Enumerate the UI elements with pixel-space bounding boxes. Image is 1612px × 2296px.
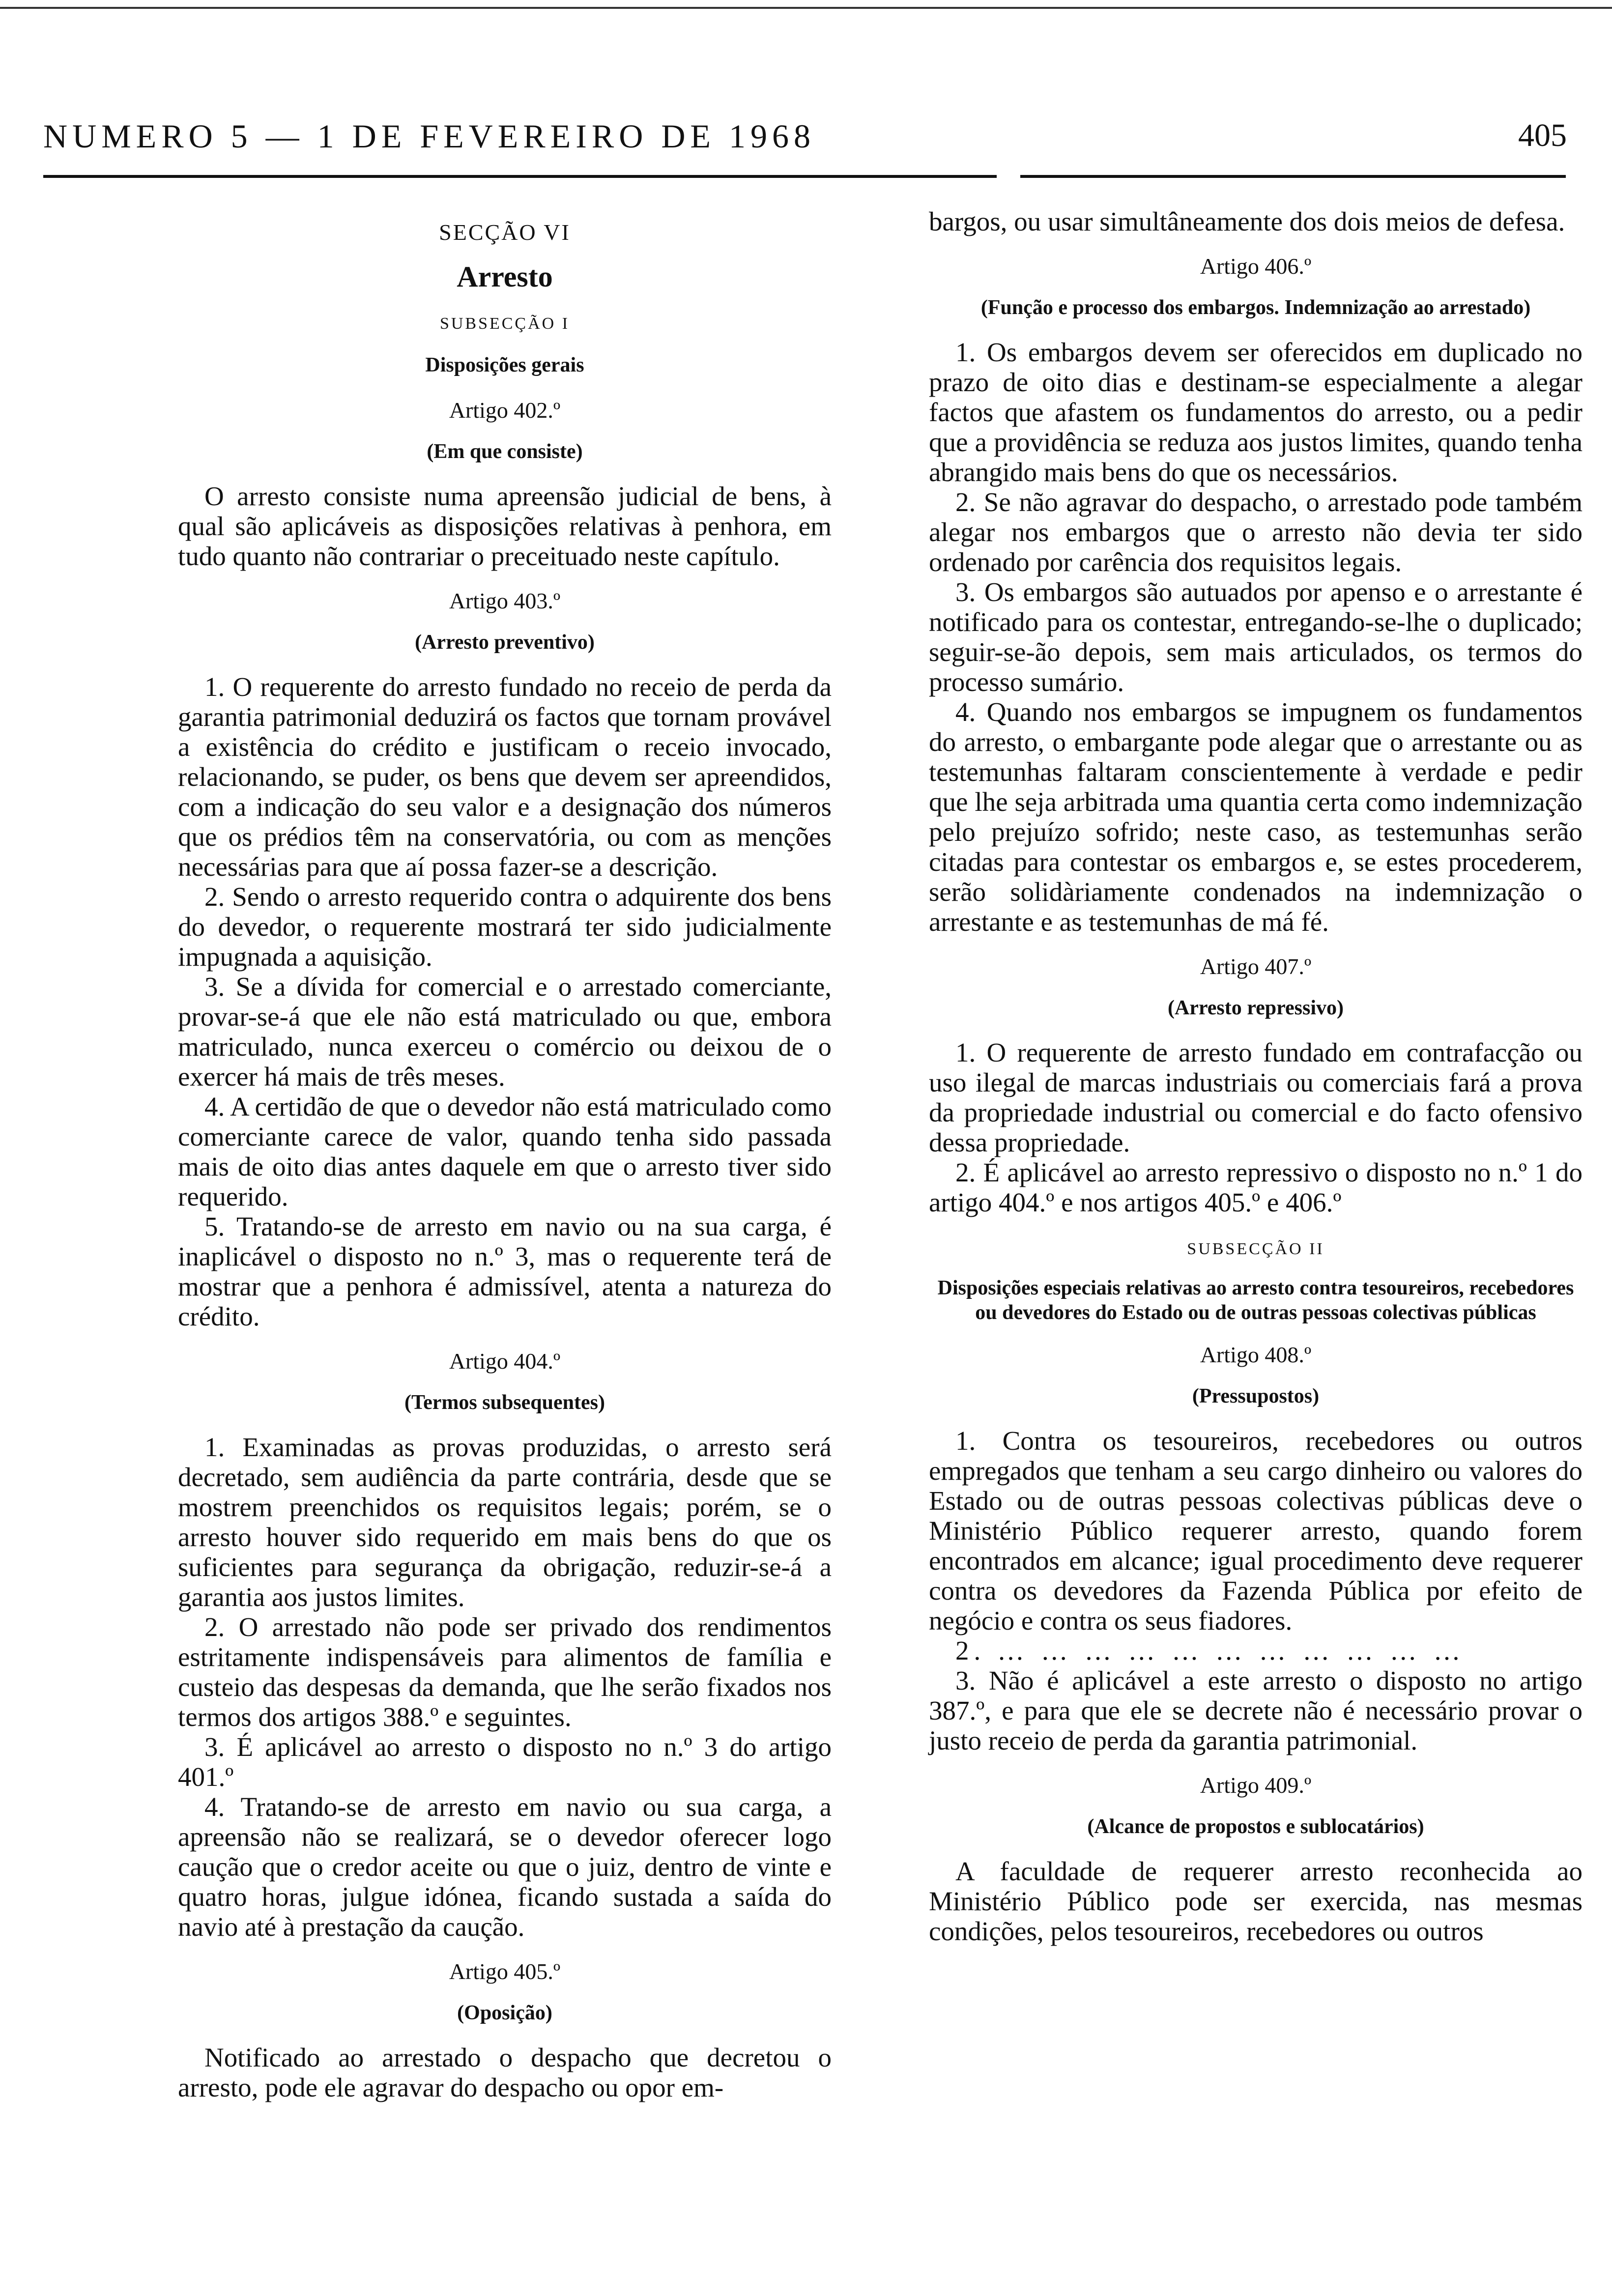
article-403-paragraph-4: 4. A certidão de que o devedor não está matriculado como comerciante carece de valor, quando tenha sido passada mais de oito dias antes daquele em que o arresto tiver sido requerido. [178, 1091, 832, 1211]
subsection-2-label: SUBSECÇÃO II [1187, 1240, 1324, 1258]
header-rule-right [1020, 175, 1566, 178]
article-403-epigraph: (Arresto preventivo) [415, 631, 595, 654]
article-402-epigraph: (Em que consiste) [427, 440, 583, 463]
article-402-paragraph: O arresto consiste numa apreensão judicial de bens, à qual são aplicáveis as disposições relativas à penhora, em tudo quanto não contrariar o preceituado neste capítulo. [178, 481, 832, 571]
issue-title: NUMERO 5 — 1 DE FEVEREIRO DE 1968 [43, 117, 815, 155]
subsection-title: Disposições gerais [425, 354, 584, 376]
article-407-paragraph-1: 1. O requerente de arresto fundado em contrafacção ou uso ilegal de marcas industriais ou comerciais fará a prova da propriedade industrial ou comercial e do facto ofensivo dessa propriedade. [929, 1037, 1583, 1157]
article-408-epigraph: (Pressupostos) [1192, 1385, 1320, 1407]
article-407-epigraph: (Arresto repressivo) [1167, 997, 1344, 1019]
subsection-label: SUBSECÇÃO I [439, 315, 570, 333]
article-404-paragraph-2: 2. O arrestado não pode ser privado dos rendimentos estritamente indispensáveis para alimentos de família e custeio das despesas da demanda, que lhe serão fixados nos termos dos artigos 388.º e seguintes. [178, 1612, 832, 1732]
article-409-label: Artigo 409.º [1200, 1773, 1312, 1798]
article-405-epigraph: (Oposição) [457, 2002, 552, 2024]
header-rule-left [43, 175, 997, 178]
article-406-paragraph-3: 3. Os embargos são autuados por apenso e o arrestante é notificado para os contestar, entregando-se-lhe o duplicado; seguir-se-ão depois, sem mais articulados, os termos do processo sumário. [929, 577, 1583, 697]
subsection-2-title: Disposições especiais relativas ao arresto contra tesoureiros, recebedores ou devedores do Estado ou de outras pessoas colectivas públicas [937, 1277, 1574, 1324]
continued-text: bargos, ou usar simultâneamente dos dois meios de defesa. [929, 206, 1565, 236]
article-403-paragraph-3: 3. Se a dívida for comercial e o arrestado comerciante, provar-se-á que ele não está matriculado ou que, embora matriculado, nunca exerceu o comércio ou deixou de o exercer há mais de três meses. [178, 972, 832, 1091]
right-column [929, 206, 1583, 1946]
article-403-label: Artigo 403.º [449, 588, 561, 613]
article-408-paragraph-2: 2. … … … … … … … … … … … [955, 1636, 1466, 1665]
article-404-paragraph-1: 1. Examinadas as provas produzidas, o arresto será decretado, sem audiência da parte contrária, desde que se mostrem preenchidos os requisitos legais; porém, se o arresto houver sido requerido em mais bens do que os suficientes para segurança da obrigação, reduzir-se-á a garantia aos justos limites. [178, 1432, 832, 1612]
article-406-paragraph-2: 2. Se não agravar do despacho, o arrestado pode também alegar nos embargos que o arresto não devia ter sido ordenado por carência dos requisitos legais. [929, 487, 1583, 577]
article-403-paragraph-2: 2. Sendo o arresto requerido contra o adquirente dos bens do devedor, o requerente mostrará ter sido judicialmente impugnada a aquisição. [178, 882, 832, 972]
article-409-paragraph: A faculdade de requerer arresto reconhecida ao Ministério Público pode ser exercida, nas mesmas condições, pelos tesoureiros, recebedores ou outros [929, 1856, 1583, 1946]
article-406-paragraph-4: 4. Quando nos embargos se impugnem os fundamentos do arresto, o embargante pode alegar que o arrestante ou as testemunhas faltaram conscientemente à verdade e pedir que lhe seja arbitrada uma quantia certa como indemnização pelo prejuízo sofrido; neste caso, as testemunhas serão citadas para contestar os embargos e, se estes procederem, serão solidàriamente condenados na indemnização o arrestante e as testemunhas de má fé. [929, 697, 1583, 937]
article-407-label: Artigo 407.º [1200, 954, 1312, 979]
article-404-paragraph-3: 3. É aplicável ao arresto o disposto no n.º 3 do artigo 401.º [178, 1732, 832, 1792]
left-column [178, 206, 832, 2102]
page-number: 405 [1518, 117, 1567, 153]
article-408-paragraph-1: 1. Contra os tesoureiros, recebedores ou outros empregados que tenham a seu cargo dinheiro ou valores do Estado ou de outras pessoas colectivas públicas deve o Ministério Público requerer arresto, quando forem encontrados em alcance; igual procedimento deve requerer contra os devedores da Fazenda Pública por efeito de negócio e contra os seus fiadores. [929, 1426, 1583, 1636]
article-408-paragraph-3: 3. Não é aplicável a este arresto o disposto no artigo 387.º, e para que ele se decrete não é necessário provar o justo receio de perda da garantia patrimonial. [929, 1665, 1583, 1755]
article-409-epigraph: (Alcance de propostos e sublocatários) [1087, 1815, 1424, 1838]
article-405-label: Artigo 405.º [449, 1959, 561, 1984]
article-404-paragraph-4: 4. Tratando-se de arresto em navio ou sua carga, a apreensão não se realizará, se o devedor oferecer logo caução que o credor aceite ou que o juiz, dentro de vinte e quatro horas, julgue idónea, ficando sustada a saída do navio até à prestação da caução. [178, 1792, 832, 1942]
article-406-label: Artigo 406.º [1200, 254, 1312, 279]
section-label: SECÇÃO VI [439, 220, 571, 245]
article-404-label: Artigo 404.º [449, 1349, 561, 1374]
article-406-paragraph-1: 1. Os embargos devem ser oferecidos em duplicado no prazo de oito dias e destinam-se especialmente a alegar factos que afastem os fundamentos do arresto, ou a pedir que a providência se reduza aos justos limites, quando tenha abrangido mais bens do que os necessários. [929, 337, 1583, 487]
article-404-epigraph: (Termos subsequentes) [404, 1391, 605, 1414]
article-407-paragraph-2: 2. É aplicável ao arresto repressivo o disposto no n.º 1 do artigo 404.º e nos artigos 405.º e 406.º [929, 1157, 1583, 1217]
article-408-label: Artigo 408.º [1200, 1342, 1312, 1367]
article-403-paragraph-1: 1. O requerente do arresto fundado no receio de perda da garantia patrimonial deduzirá os factos que tornam provável a existência do crédito e justificam o receio invocado, relacionando, se puder, os bens que devem ser apreendidos, com a indicação do seu valor e a designação dos números que os prédios têm na conservatória, ou com as menções necessárias para que aí possa fazer-se a descrição. [178, 672, 832, 882]
article-402-label: Artigo 402.º [449, 398, 561, 423]
article-406-epigraph: (Função e processo dos embargos. Indemnização ao arrestado) [980, 296, 1531, 319]
article-403-paragraph-5: 5. Tratando-se de arresto em navio ou na sua carga, é inaplicável o disposto no n.º 3, mas o requerente terá de mostrar que a penhora é admissível, atenta a natureza do crédito. [178, 1211, 832, 1331]
section-title: Arresto [457, 260, 553, 293]
article-405-paragraph: Notificado ao arrestado o despacho que decretou o arresto, pode ele agravar do despacho ou opor em- [178, 2042, 832, 2102]
page-header [43, 117, 1567, 156]
top-border-line [0, 7, 1612, 9]
